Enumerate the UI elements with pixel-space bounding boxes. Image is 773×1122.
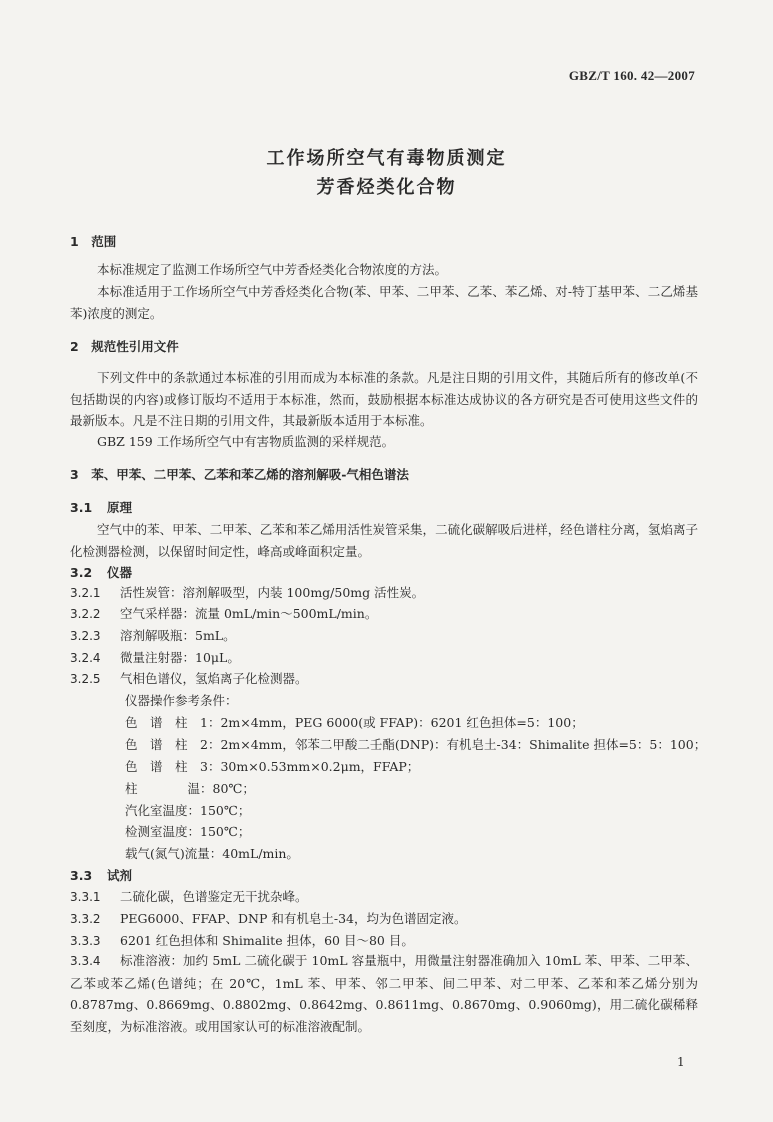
condition-line: 汽化室温度：150℃； bbox=[125, 803, 251, 818]
section-1-paragraph-2 bbox=[70, 281, 698, 324]
section-3-1-paragraph-text: 空气中的苯、甲苯、二甲苯、乙苯和苯乙烯用活性炭管采集，二硫化碳解吸后进样，经色谱柱分离，氢焰离子化检测器检测，以保留时间定性，峰高或峰面积定量。 bbox=[70, 522, 698, 559]
standard-code: GBZ/T 160. 42—2007 bbox=[568, 68, 695, 83]
page-number: 1 bbox=[677, 1055, 685, 1069]
item-text: 活性炭管：溶剂解吸型，内装 100mg/50mg 活性炭。 bbox=[120, 585, 425, 600]
condition-line: 载气(氮气)流量：40mL/min。 bbox=[125, 846, 299, 861]
item-number: 3.3.4 bbox=[70, 954, 101, 968]
section-1-paragraph-1-text: 本标准规定了监测工作场所空气中芳香烃类化合物浓度的方法。 bbox=[97, 262, 448, 277]
item-text: 二硫化碳，色谱鉴定无干扰杂峰。 bbox=[120, 889, 308, 904]
section-1-paragraph-1 bbox=[70, 259, 698, 281]
item-text: 溶剂解吸瓶：5mL。 bbox=[120, 628, 236, 643]
section-3-2-heading bbox=[70, 563, 132, 581]
list-item bbox=[70, 887, 308, 905]
condition-line: 色 谱 柱 1：2m×4mm，PEG 6000(或 FFAP)：6201 红色担体=5：100； bbox=[125, 715, 584, 730]
item-number: 3.2.4 bbox=[70, 651, 101, 665]
item-number: 3.3.2 bbox=[70, 912, 101, 926]
section-3-heading: 3 苯、甲苯、二甲苯、乙苯和苯乙烯的溶剂解吸-气相色谱法 bbox=[70, 467, 409, 482]
section-3-3-heading bbox=[70, 866, 132, 884]
item-number: 3.2.3 bbox=[70, 629, 101, 643]
list-item bbox=[70, 931, 414, 949]
list-item bbox=[70, 909, 467, 927]
section-3-3-4-paragraph bbox=[70, 950, 698, 1037]
section-2-paragraph-1-text: 下列文件中的条款通过本标准的引用而成为本标准的条款。凡是注日期的引用文件，其随后所有的修改单(不包括勘误的内容)或修订版均不适用于本标准，然而，鼓励根据本标准达成协议的各方研究是否可使用这些文件的最新版本。凡是不注日期的引用文件，其最新版本适用于本标准。 bbox=[70, 370, 698, 428]
item-number: 3.2.5 bbox=[70, 672, 101, 686]
condition-line: 色 谱 柱 3：30m×0.53mm×0.2μm，FFAP； bbox=[125, 759, 420, 774]
item-text: 气相色谱仪，氢焰离子化检测器。 bbox=[120, 671, 308, 686]
list-item bbox=[70, 583, 424, 601]
item-number: 3.3.1 bbox=[70, 890, 101, 904]
section-3-2-title: 仪器 bbox=[107, 565, 133, 580]
section-1-heading: 1 范围 bbox=[70, 234, 117, 249]
list-item bbox=[70, 604, 377, 622]
document-subtitle: 芳香烃类化合物 bbox=[316, 177, 457, 198]
document-title: 工作场所空气有毒物质测定 bbox=[266, 148, 507, 169]
condition-line: 仪器操作参考条件： bbox=[125, 693, 238, 708]
item-number: 3.2.1 bbox=[70, 586, 101, 600]
section-3-1-heading bbox=[70, 498, 132, 516]
section-1-paragraph-2-text: 本标准适用于工作场所空气中芳香烃类化合物(苯、甲苯、二甲苯、乙苯、苯乙烯、对-特丁基甲苯、二乙烯基苯)浓度的测定。 bbox=[70, 284, 698, 321]
condition-line: 检测室温度：150℃； bbox=[125, 824, 251, 839]
section-3-1-title: 原理 bbox=[107, 500, 133, 515]
item-number: 3.3.3 bbox=[70, 934, 101, 948]
item-number: 3.2.2 bbox=[70, 607, 101, 621]
item-text: 微量注射器：10μL。 bbox=[120, 650, 240, 665]
section-3-3-number: 3.3 bbox=[70, 868, 93, 883]
section-3-1-paragraph bbox=[70, 519, 698, 562]
section-3-1-number: 3.1 bbox=[70, 500, 93, 515]
section-3-3-title: 试剂 bbox=[107, 868, 133, 883]
section-2-paragraph-1 bbox=[70, 367, 698, 432]
item-text: 6201 红色担体和 Shimalite 担体，60 目～80 目。 bbox=[120, 933, 414, 948]
section-3-2-number: 3.2 bbox=[70, 565, 93, 580]
list-item bbox=[70, 626, 236, 644]
condition-line: 柱 温：80℃； bbox=[125, 781, 255, 796]
list-item bbox=[70, 648, 240, 666]
section-3-3-4-text: 标准溶液：加约 5mL 二硫化碳于 10mL 容量瓶中，用微量注射器准确加入 10mL 苯、甲苯、二甲苯、乙苯或苯乙烯(色谱纯；在 20℃，1mL 苯、甲苯、邻二甲苯、间二甲苯、对二甲苯、乙苯和苯乙烯分别为0.8787mg、0.8669mg、0.8802mg、0.8642mg、0.8611mg、0.8670mg、0.9060mg)，用二硫化碳稀释至刻度，为标准溶液。或用国家认可的标准溶液配制。 bbox=[70, 953, 698, 1034]
section-2-heading: 2 规范性引用文件 bbox=[70, 339, 179, 354]
condition-line: 色 谱 柱 2：2m×4mm，邻苯二甲酸二壬酯(DNP)：有机皂土-34：Shimalite 担体=5：5：100； bbox=[125, 737, 707, 752]
item-text: PEG6000、FFAP、DNP 和有机皂土-34，均为色谱固定液。 bbox=[120, 911, 467, 926]
list-item bbox=[70, 669, 308, 687]
section-2-paragraph-2-text: GBZ 159 工作场所空气中有害物质监测的采样规范。 bbox=[97, 434, 395, 449]
section-2-paragraph-2 bbox=[70, 431, 698, 453]
item-text: 空气采样器：流量 0mL/min～500mL/min。 bbox=[120, 606, 378, 621]
